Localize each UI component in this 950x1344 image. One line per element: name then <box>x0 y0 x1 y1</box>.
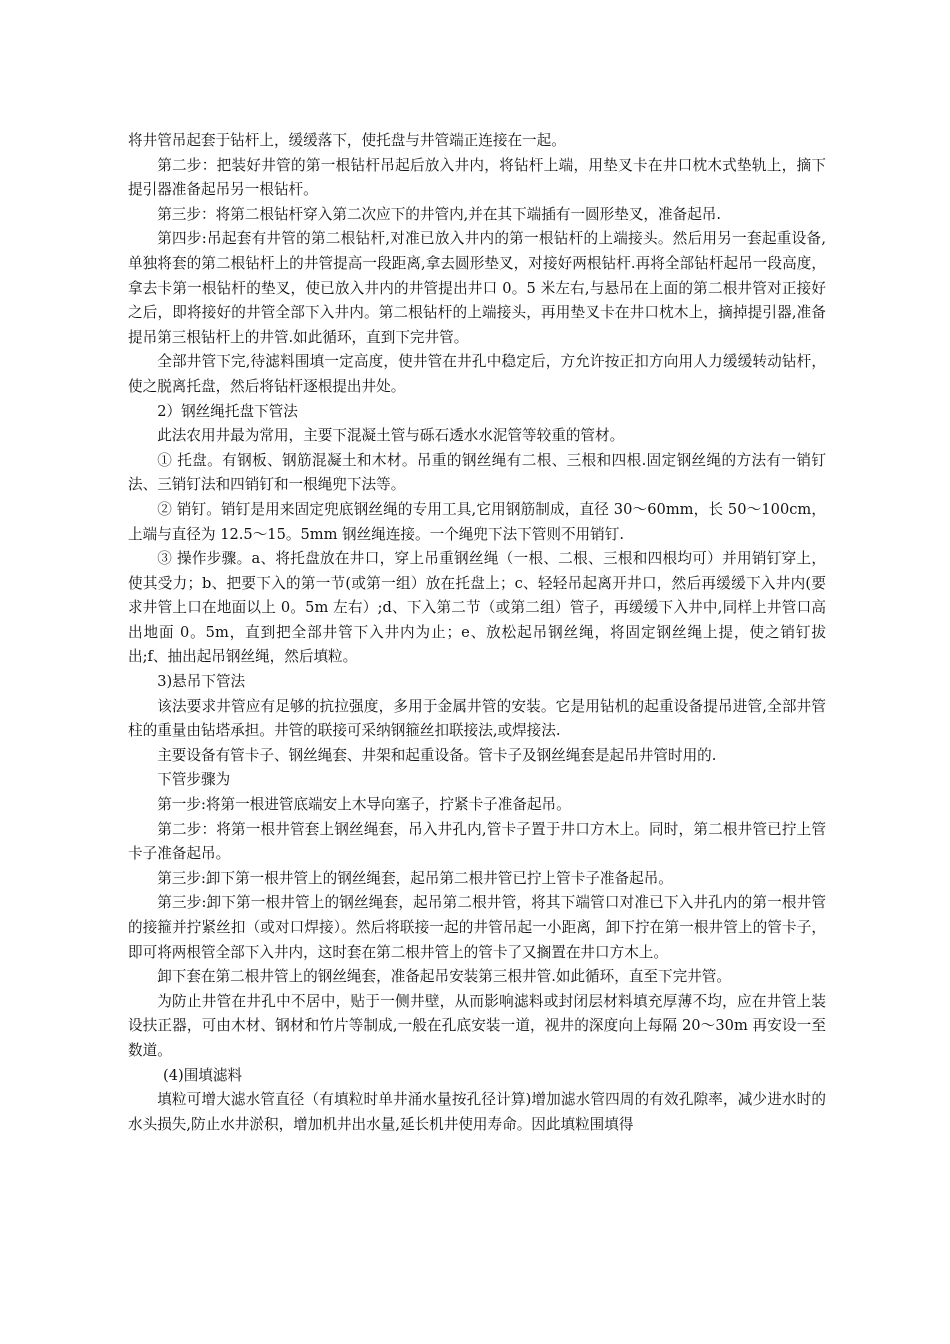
paragraph: 第二步：把装好井管的第一根钻杆吊起后放入井内，将钻杆上端，用垫叉卡在井口枕木式垫轨上，摘下提引器准备起吊另一根钻杆。 <box>128 156 826 199</box>
paragraph: ① 托盘。有钢板、钢筋混凝土和木材。吊重的钢丝绳有二根、三根和四根.固定钢丝绳的方法有一销钉法、三销钉法和四销钉和一根绳兜下法等。 <box>128 451 826 494</box>
paragraph: 全部井管下完,待滤料围填一定高度，使井管在井孔中稳定后，方允许按正扣方向用人力缓缓转动钻杆，使之脱离托盘，然后将钻杆逐根提出井处。 <box>128 353 826 395</box>
section-heading: 3)悬吊下管法 <box>157 673 246 691</box>
paragraph: 此法农用井最为常用，主要下混凝土管与砾石透水水泥管等较重的管材。 <box>157 427 625 445</box>
paragraph: 下管步骤为 <box>157 771 231 789</box>
section-heading: 2）钢丝绳托盘下管法 <box>157 402 298 420</box>
paragraph: 该法要求井管应有足够的抗拉强度，多用于金属井管的安装。它是用钻机的起重设备提吊进管,全部井管柱的重量由钻塔承担。井管的联接可采纳钢箍丝扣联接法,或焊接法. <box>128 697 826 740</box>
paragraph: 第三步:卸下第一根井管上的钢丝绳套，起吊第二根井管，将其下端管口对准已下入井孔内的第一根井管的接箍并拧紧丝扣（或对口焊接）。然后将联接一起的井管吊起一小距离，卸下拧在第一根井管上的管卡子，即可将两根管全部下入井内，这时套在第二根井管上的管卡了又搁置在井口方木上。 <box>128 894 826 961</box>
document-body <box>128 129 826 1137</box>
paragraph: 主要设备有管卡子、钢丝绳套、井架和起重设备。管卡子及钢丝绳套是起吊井管时用的. <box>157 746 717 764</box>
paragraph: 为防止井管在井孔中不居中，贴于一侧井壁，从而影响滤料或封闭层材料填充厚薄不均，应在井管上装设扶正器，可由木材、钢材和竹片等制成,一般在孔底安装一道，视井的深度向上每隔 20～30m 再安设一至数道。 <box>128 992 826 1059</box>
paragraph: 将井管吊起套于钻杆上，缓缓落下，使托盘与井管端正连接在一起。 <box>128 132 566 149</box>
paragraph: ③ 操作步骤。a、将托盘放在井口，穿上吊重钢丝绳（一根、二根、三根和四根均可）并用销钉穿上，使其受力；b、把要下入的第一节(或第一组）放在托盘上；c、轻轻吊起离开井口，然后再缓缓下入井内(要求井管上口在地面以上 0。5m 左右）;d、下入第二节（或第二组）管子，再缓缓下入井中,同样上井管口高出地面 0。5m，直到把全部井管下入井内为止；e、放松起吊钢丝绳，将固定钢丝绳上提，使之销钉拔出;f、抽出起吊钢丝绳，然后填粒。 <box>128 550 826 666</box>
paragraph: 卸下套在第二根井管上的钢丝绳套，准备起吊安装第三根井管.如此循环，直至下完井管。 <box>157 968 731 986</box>
paragraph: 第二步：将第一根井管套上钢丝绳套，吊入井孔内,管卡子置于井口方木上。同时，第二根井管已拧上管卡子准备起吊。 <box>128 820 826 863</box>
paragraph: ② 销钉。销钉是用来固定兜底钢丝绳的专用工具,它用钢筋制成，直径 30～60mm，长 50～100cm，上端与直径为 12.5～15。5mm 钢丝绳连接。一个绳兜下法下管则不用销钉. <box>128 500 826 543</box>
paragraph: 第三步：将第二根钻杆穿入第二次应下的井管内,并在其下端插有一圆形垫叉，准备起吊. <box>157 205 722 223</box>
section-heading: (4)围填滤料 <box>163 1066 243 1084</box>
paragraph: 填粒可增大滤水管直径（有填粒时单井涌水量按孔径计算)增加滤水管四周的有效孔隙率，减少进水时的水头损失,防止水井淤积，增加机井出水量,延长机井使用寿命。因此填粒围填得 <box>128 1091 826 1133</box>
paragraph: 第四步:吊起套有井管的第二根钻杆,对准已放入井内的第一根钻杆的上端接头。然后用另一套起重设备,单独将套的第二根钻杆上的井管提高一段距离,拿去圆形垫叉，对接好两根钻杆.再将全部钻杆起吊一段高度，拿去卡第一根钻杆的垫叉，使已放入井内的井管提出井口 0。5 米左右,与悬吊在上面的第二根井管对正接好之后，即将接好的井管全部下入井内。第二根钻杆的上端接头，再用垫叉卡在井口枕木上，摘掉提引器,准备提吊第三根钻杆上的井管.如此循环，直到下完井管。 <box>128 230 826 346</box>
paragraph: 第一步:将第一根进管底端安上木导向塞子，拧紧卡子准备起吊。 <box>157 796 571 814</box>
paragraph: 第三步:卸下第一根井管上的钢丝绳套，起吊第二根井管已拧上管卡子准备起吊。 <box>157 869 673 887</box>
